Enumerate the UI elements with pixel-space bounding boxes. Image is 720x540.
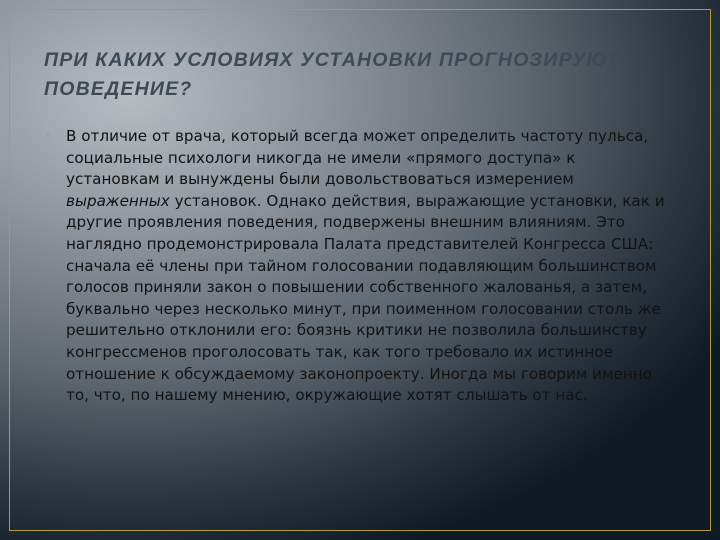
bullet-list: [44, 126, 669, 407]
list-item: [44, 126, 669, 407]
paragraph-italic-word: выраженных: [66, 191, 170, 210]
paragraph-text-start: В отличие от врача, который всегда может определить частоту пульса, социальные психологи никогда не имели «прямого доступа» к установкам и вынуждены были довольствоваться измерением: [66, 127, 649, 189]
bullet-icon: •: [44, 129, 52, 144]
slide-title: ПРИ КАКИХ УСЛОВИЯХ УСТАНОВКИ ПРОГНОЗИРУЮТ ПОВЕДЕНИЕ?: [44, 49, 621, 100]
paragraph-text-end: установок. Однако действия, выражающие установки, как и другие проявления поведения, подвержены внешним влияниям. Это наглядно продемонстрировала Палата представителей Конгресса США: сначала её члены при тайном голосовании подавляющим большинством голосов приняли закон о повышении собственного жалованья, а затем, буквально через несколько минут, при поименном голосовании столь же решительно отклонили его: боязнь критики не позволила большинству конгрессменов проголосовать так, как того требовало их истинное отношение к обсуждаемому законопроекту. Иногда мы говорим именно то, что, по нашему мнению, окружающие хотят слышать от нас.: [66, 191, 665, 405]
paragraph: [66, 127, 665, 404]
